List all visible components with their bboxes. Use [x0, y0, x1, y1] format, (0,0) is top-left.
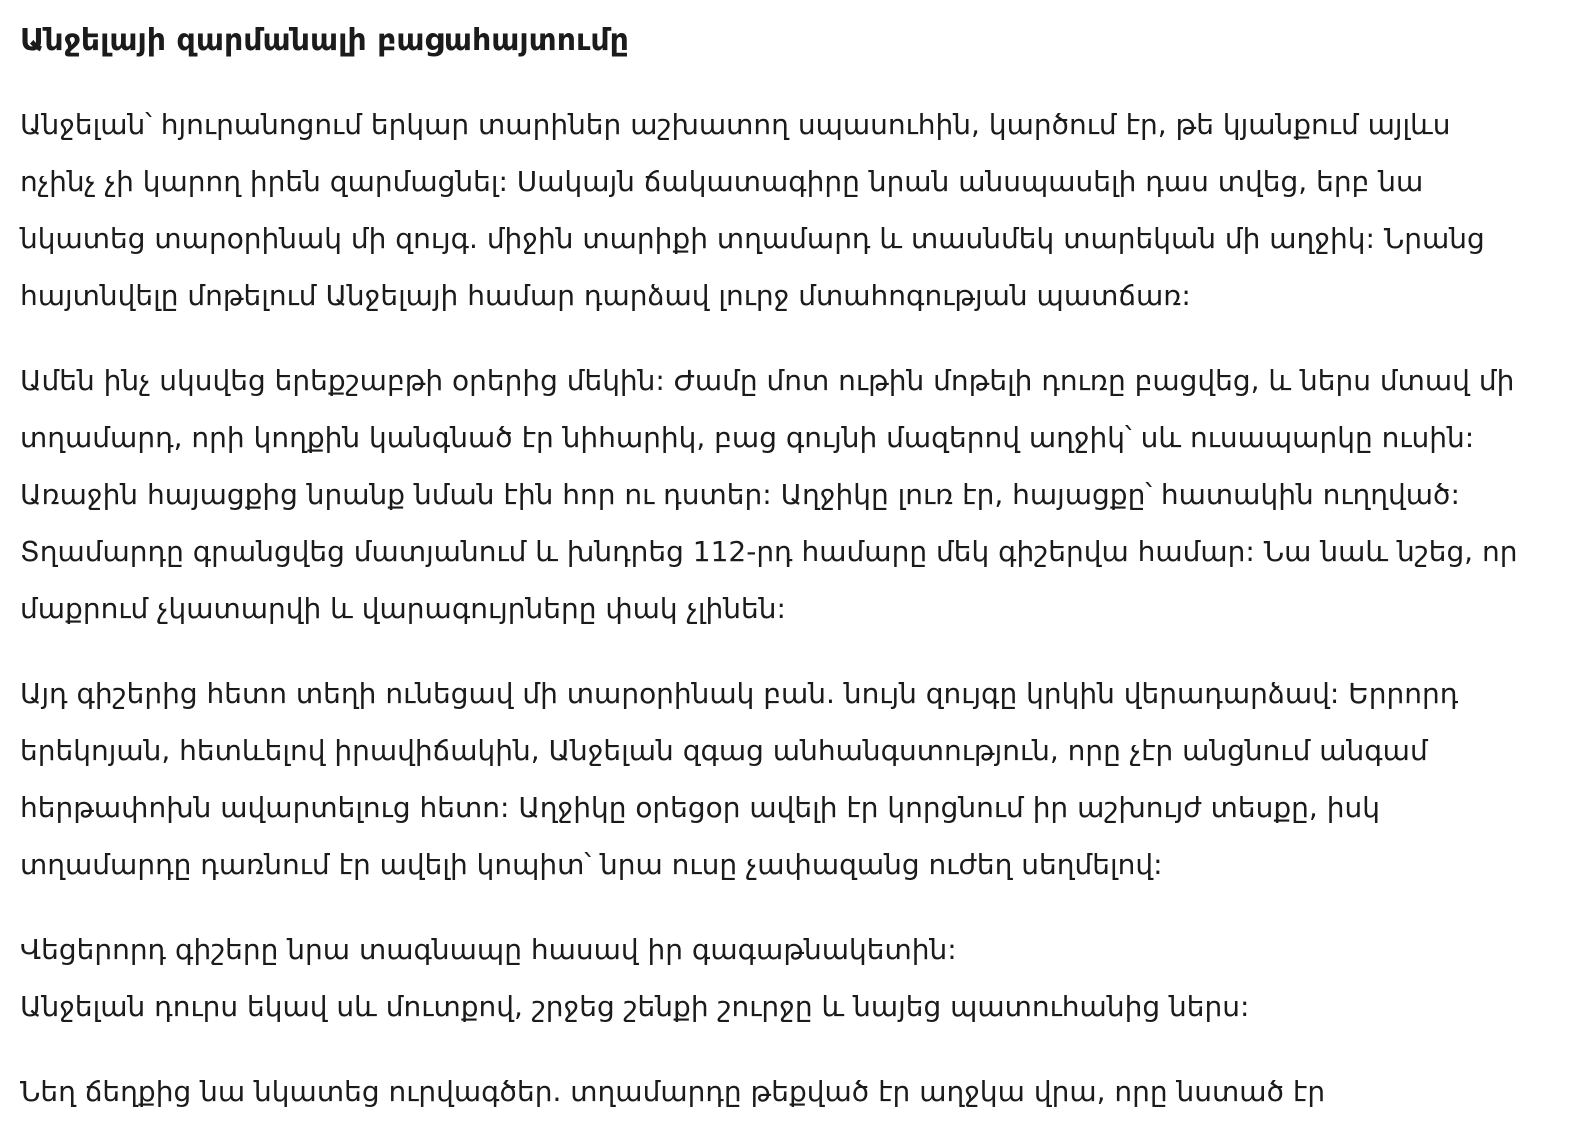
text-line: Անջելան դուրս եկավ սև մուտքով, շրջեց շենքի շուրջը և նայեց պատուհանից ներս: — [20, 990, 1250, 1023]
paragraph — [20, 96, 1564, 324]
paragraph — [20, 921, 1564, 1035]
text-line: տղամարդը դառնում էր ավելի կոպիտ՝ նրա ուսը չափազանց ուժեղ սեղմելով: — [20, 848, 1163, 881]
text-line: երեկոյան, հետևելով իրավիճակին, Անջելան զգաց անհանգստություն, որը չէր անցնում անգամ — [20, 734, 1428, 767]
text-line: Ամեն ինչ սկսվեց երեքշաբթի օրերից մեկին: Ժամը մոտ ութին մոթելի դուռը բացվեց, և ներս մտավ մի — [20, 364, 1515, 397]
text-line: նկատեց տարօրինակ մի զույգ. միջին տարիքի տղամարդ և տասնմեկ տարեկան մի աղջիկ: Նրանց — [20, 222, 1485, 255]
text-line: Նեղ ճեղքից նա նկատեց ուրվագծեր. տղամարդը թեքված էր աղջկա վրա, որը նստած էր — [20, 1075, 1326, 1108]
text-line: Վեցերորդ գիշերը նրա տագնապը հասավ իր գագաթնակետին: — [20, 933, 957, 966]
paragraph — [20, 352, 1564, 637]
text-line: Անջելան՝ հյուրանոցում երկար տարիներ աշխատող սպասուհին, կարծում էր, թե կյանքում այլևս — [20, 108, 1451, 141]
paragraph — [20, 1063, 1564, 1120]
page-title: Անջելայի զարմանալի բացահայտումը — [20, 23, 629, 58]
text-line: տղամարդ, որի կողքին կանգնած էր նիհարիկ, բաց գույնի մազերով աղջիկ՝ սև ուսապարկը ուսին: — [20, 421, 1475, 454]
text-line: Առաջին հայացքից նրանք նման էին հոր ու դստեր: Աղջիկը լուռ էր, հայացքը՝ հատակին ուղղված: — [20, 478, 1460, 511]
text-line: ոչինչ չի կարող իրեն զարմացնել: Սակայն ճակատագիրը նրան անսպասելի դաս տվեց, երբ նա — [20, 165, 1424, 198]
text-line: Տղամարդը գրանցվեց մատյանում և խնդրեց 112-րդ համարը մեկ գիշերվա համար: Նա նաև նշեց, որ — [20, 535, 1518, 568]
text-line: մաքրում չկատարվի և վարագույրները փակ չլինեն: — [20, 592, 786, 625]
paragraph — [20, 665, 1564, 893]
text-line: հայտնվելը մոթելում Անջելայի համար դարձավ լուրջ մտահոգության պատճառ: — [20, 279, 1191, 312]
text-line: Այդ գիշերից հետո տեղի ունեցավ մի տարօրինակ բան. նույն զույգը կրկին վերադարձավ: Երրորդ — [20, 677, 1459, 710]
text-line: հերթափոխն ավարտելուց հետո: Աղջիկը օրեցօր ավելի էր կորցնում իր աշխույժ տեսքը, իսկ — [20, 791, 1380, 824]
